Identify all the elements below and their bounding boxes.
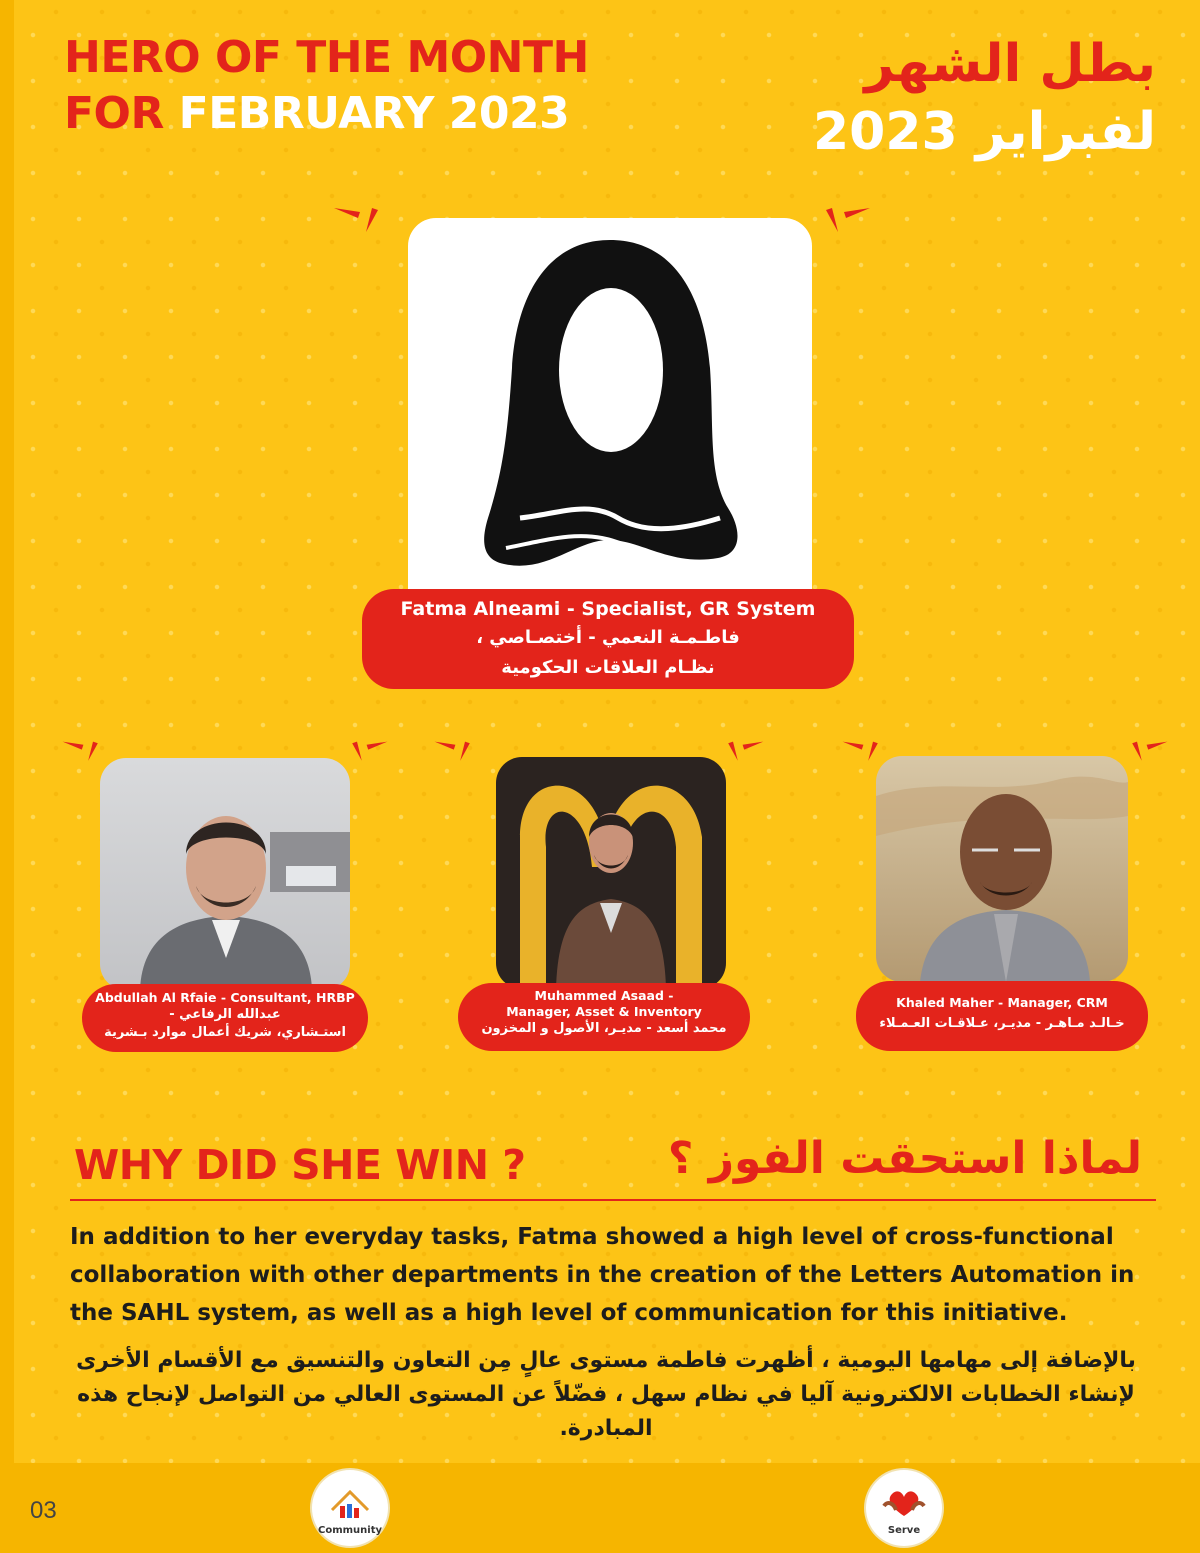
left-edge-strip (0, 0, 14, 1553)
title-ar-line1: بطل الشهر (864, 34, 1156, 94)
hero-name-caption (362, 589, 854, 689)
nominee-name-caption (856, 981, 1148, 1051)
why-heading-en: WHY DID SHE WIN ? (74, 1141, 526, 1189)
nominee-name-en: Khaled Maher - Manager, CRM (896, 995, 1108, 1010)
person-photo-icon (100, 758, 350, 990)
title-en-line1: HERO OF THE MONTH (64, 32, 589, 83)
title-english (64, 30, 589, 142)
spark-decoration-icon (332, 196, 392, 246)
divider (70, 1199, 1156, 1201)
title-en-date: FEBRUARY 2023 (178, 88, 570, 139)
nominee-photo-card (876, 756, 1128, 982)
nominee-name-ar-line1: خـالـد مـاهـر - مديـر، عـلاقـات العـمـلاء (879, 1016, 1125, 1031)
community-badge (312, 1470, 388, 1546)
hero-name-ar-line2: نظـام العلاقات الحكومية (501, 657, 715, 678)
why-body-en: In addition to her everyday tasks, Fatma showed a high level of cross-functional collaboration with other departments in the creation of the Letters Automation in the SAHL system, as well as a high level of communication for this initiative. (70, 1224, 1135, 1326)
why-heading-ar: لماذا استحقت الفوز ؟ (667, 1133, 1142, 1184)
spark-decoration-icon (432, 732, 482, 772)
title-en-for: FOR (64, 88, 164, 139)
spark-decoration-icon (1120, 732, 1170, 772)
person-photo-icon (496, 757, 726, 989)
why-body-ar: بالإضافة إلى مهامها اليومية ، أظهرت فاطمة مستوى عالٍ مِن التعاون والتنسيق مع الأقسام الأخرى لإنشاء الخطابات الالكترونية آليا في نظام سهل ، فضّلاً عن المستوى العالي من التواصل لإنجاح هذه المبادرة. (76, 1348, 1136, 1441)
nominee-photo-card (100, 758, 350, 990)
spark-decoration-icon (340, 732, 390, 772)
nominee-name-caption (82, 984, 368, 1052)
title-ar-line2: لفبراير 2023 (812, 102, 1156, 162)
hero-photo-card (408, 218, 812, 618)
hijab-silhouette-icon (408, 218, 812, 618)
spark-decoration-icon (716, 732, 766, 772)
nominee-name-caption (458, 983, 750, 1051)
nominee-name-en-line1: Muhammed Asaad - (534, 988, 674, 1003)
serve-badge-label: Serve (887, 1525, 921, 1536)
title-arabic (813, 30, 1156, 166)
spark-decoration-icon (60, 732, 110, 772)
nominee-name-en: Abdullah Al Rfaie - Consultant, HRBP (95, 990, 355, 1005)
nominee-name-ar-line2: استـشاري، شريك أعمال موارد بـشرية (104, 1025, 346, 1040)
person-photo-icon (876, 756, 1128, 982)
nominee-name-ar-line1: عبدالله الرفاعي - (169, 1007, 281, 1022)
nominee-photo-card (496, 757, 726, 989)
nominee-name-en-line2: Manager, Asset & Inventory (506, 1004, 702, 1019)
nominee-name-ar-line1: محمد أسعد - مديـر، الأصول و المخزون (481, 1021, 727, 1036)
hero-name-en: Fatma Alneami - Specialist, GR System (400, 598, 816, 620)
footer-bar (0, 1463, 1200, 1553)
community-badge-label: Community (317, 1525, 382, 1536)
page-number: 03 (30, 1497, 57, 1524)
serve-badge (866, 1470, 942, 1546)
hero-name-ar-line1: فاطـمـة النعمي - أختصـاصي ، (476, 627, 740, 648)
spark-decoration-icon (812, 196, 872, 246)
